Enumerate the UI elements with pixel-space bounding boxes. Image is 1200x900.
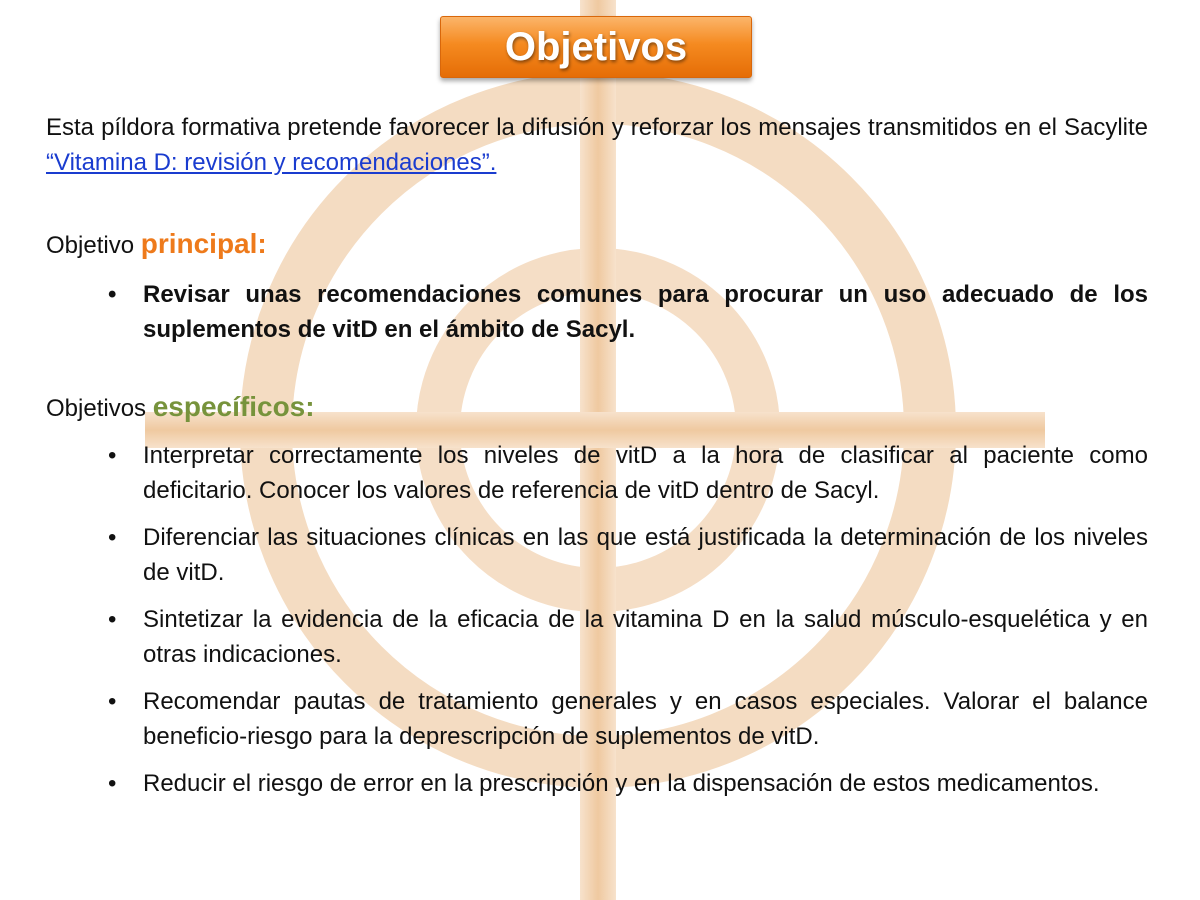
bullet-icon: • <box>108 524 117 551</box>
especificos-heading <box>46 389 1148 426</box>
list-item-text: Reducir el riesgo de error en la prescripción y en la dispensación de estos medicamentos. <box>143 770 1100 797</box>
especificos-colon: : <box>305 391 315 422</box>
list-item <box>46 438 1148 508</box>
intro-paragraph <box>46 110 1148 180</box>
slide-content <box>46 110 1148 801</box>
bullet-icon: • <box>108 606 117 633</box>
bullet-icon: • <box>108 442 117 469</box>
list-item-text: Interpretar correctamente los niveles de vitD a la hora de clasificar al paciente como deficitario. Conocer los valores de referencia de vitD dentro de Sacyl. <box>143 442 1148 504</box>
principal-colon: : <box>257 228 267 259</box>
bullet-icon: • <box>108 688 117 715</box>
principal-list <box>46 277 1148 347</box>
list-item <box>46 602 1148 672</box>
list-item <box>46 520 1148 590</box>
list-item-text: Revisar unas recomendaciones comunes para procurar un uso adecuado de los suplementos de vitD en el ámbito de Sacyl. <box>143 281 1148 343</box>
list-item-text: Recomendar pautas de tratamiento generales y en casos especiales. Valorar el balance beneficio-riesgo para la deprescripción de suplementos de vitD. <box>143 688 1148 750</box>
intro-text: Esta píldora formativa pretende favorecer la difusión y reforzar los mensajes transmitidos en el Sacylite <box>46 114 1148 141</box>
principal-label: Objetivo <box>46 232 141 259</box>
page-title: Objetivos <box>504 24 688 69</box>
list-item <box>46 766 1148 801</box>
list-item-text: Sintetizar la evidencia de la eficacia de la vitamina D en la salud músculo-esquelética y en otras indicaciones. <box>143 606 1148 668</box>
especificos-label: Objetivos <box>46 395 153 422</box>
list-item-text: Diferenciar las situaciones clínicas en las que está justificada la determinación de los niveles de vitD. <box>143 524 1148 586</box>
principal-heading <box>46 226 1148 263</box>
bullet-icon: • <box>108 281 117 308</box>
bullet-icon: • <box>108 770 117 797</box>
especificos-list <box>46 438 1148 801</box>
especificos-accent: específicos <box>152 391 306 422</box>
principal-accent: principal <box>140 228 258 259</box>
list-item <box>46 684 1148 754</box>
list-item <box>46 277 1148 347</box>
sacylite-link[interactable]: “Vitamina D: revisión y recomendaciones”. <box>46 149 497 176</box>
title-banner <box>440 16 752 78</box>
